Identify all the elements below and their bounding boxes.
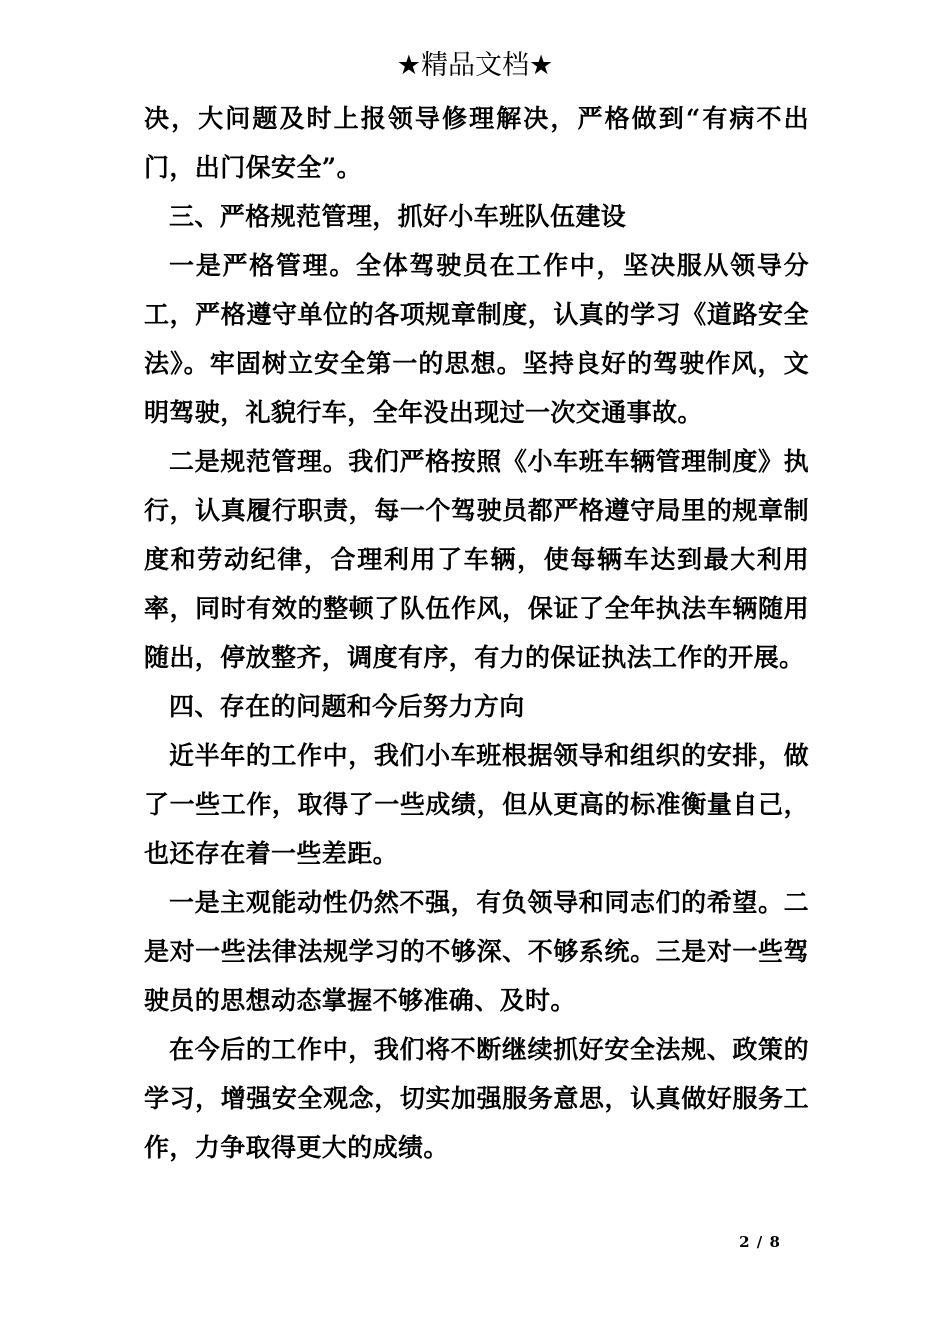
document-body [144, 94, 809, 1172]
section-heading-3: 三、严格规范管理，抓好小车班队伍建设 [169, 202, 627, 231]
document-header-title: ★精品文档★ [396, 50, 554, 81]
body-paragraph: 二是规范管理。我们严格按照《小车班车辆管理制度》执行，认真履行职责，每一个驾驶员都严格遵守局里的规章制度和劳动纪律，合理利用了车辆，使每辆车达到最大利用率，同时有效的整顿了队伍作风，保证了全年执法车辆随用随出，停放整齐，调度有序，有力的保证执法工作的开展。 [144, 447, 809, 672]
body-paragraph: 一是严格管理。全体驾驶员在工作中，坚决服从领导分工，严格遵守单位的各项规章制度，认真的学习《道路安全法》。牢固树立安全第一的思想。坚持良好的驾驶作风，文明驾驶，礼貌行车，全年没出现过一次交通事故。 [144, 251, 809, 427]
body-paragraph-continuation: 决，大问题及时上报领导修理解决，严格做到“有病不出门，出门保安全”。 [144, 104, 809, 182]
page-number: 2 / 8 [739, 1233, 781, 1251]
body-paragraph: 在今后的工作中，我们将不断继续抓好安全法规、政策的学习，增强安全观念，切实加强服务意思，认真做好服务工作，力争取得更大的成绩。 [144, 1035, 809, 1162]
body-paragraph: 一是主观能动性仍然不强，有负领导和同志们的希望。二是对一些法律法规学习的不够深、不够系统。三是对一些驾驶员的思想动态掌握不够准确、及时。 [144, 888, 809, 1015]
section-heading-4: 四、存在的问题和今后努力方向 [169, 692, 525, 721]
body-paragraph: 近半年的工作中，我们小车班根据领导和组织的安排，做了一些工作，取得了一些成绩，但从更高的标准衡量自己，也还存在着一些差距。 [144, 741, 809, 868]
